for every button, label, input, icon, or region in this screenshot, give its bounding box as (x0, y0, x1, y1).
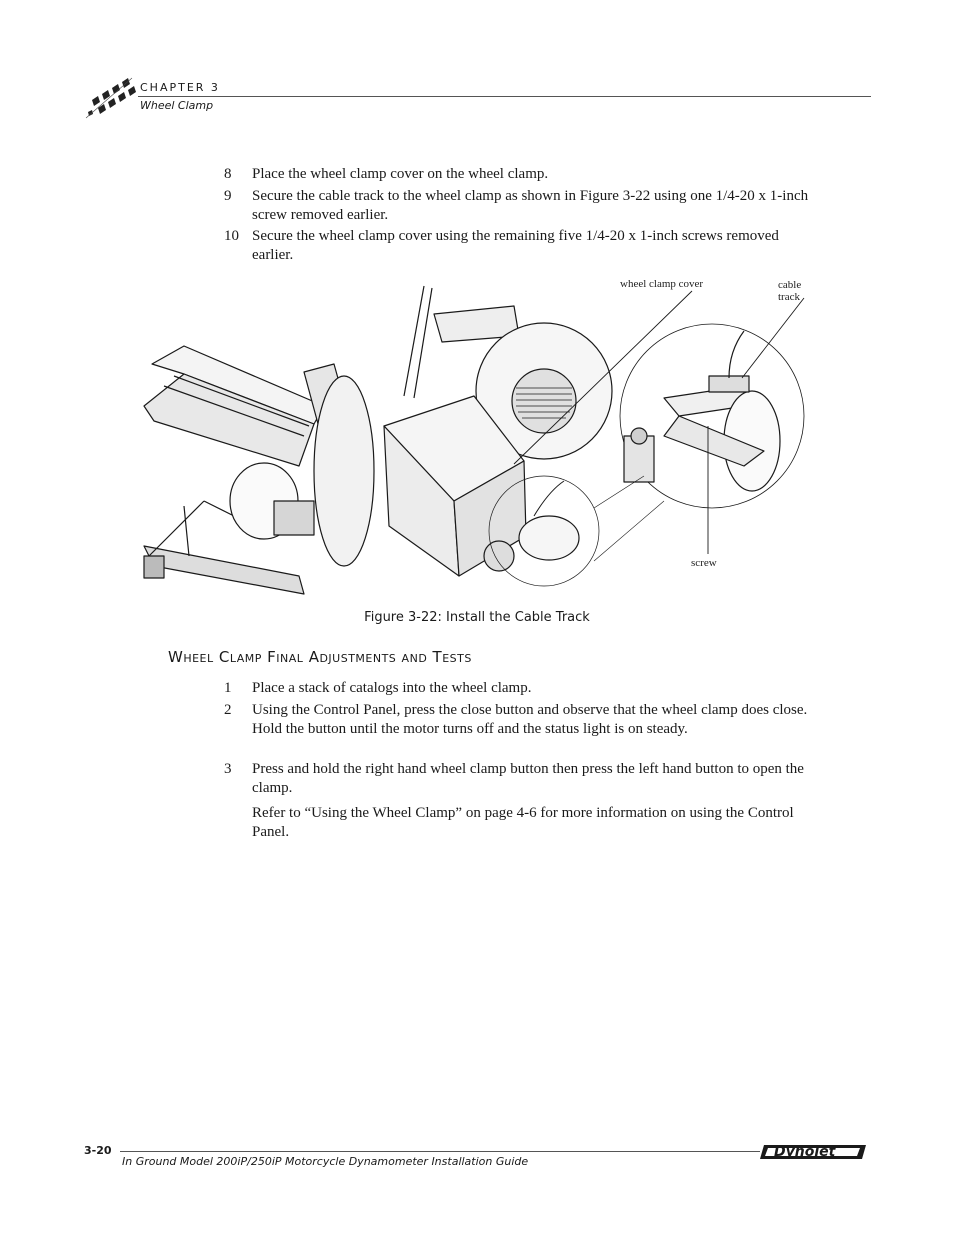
chapter-label: CHAPTER 3 (140, 81, 220, 94)
step-text: Secure the wheel clamp cover using the remaining five 1/4-20 x 1-inch screws removed earlier. (252, 228, 779, 263)
svg-text:Dynojet: Dynojet (774, 1144, 836, 1160)
callout-wheel-clamp-cover: wheel clamp cover (620, 278, 704, 290)
header-rule (138, 96, 871, 97)
step-text: Place the wheel clamp cover on the wheel clamp. (252, 166, 549, 182)
step-text: Place a stack of catalogs into the wheel clamp. (252, 680, 532, 696)
callout-cable-track: cable track (778, 279, 802, 303)
step-number: 3 (224, 761, 232, 777)
note-paragraph: Refer to “Using the Wheel Clamp” on page 4-6 for more information on using the Control Panel. (252, 805, 794, 840)
figure-cable-track (124, 276, 824, 600)
step-number: 9 (224, 188, 232, 204)
step-text: Secure the cable track to the wheel clamp as shown in Figure 3-22 using one 1/4-20 x 1-inch screw removed earlier. (252, 188, 809, 223)
wheel-clamp-illustration (124, 276, 824, 600)
page-number: 3-20 (84, 1144, 112, 1157)
figure-caption: Figure 3-22: Install the Cable Track (364, 610, 590, 625)
checkered-flag-icon (84, 76, 138, 120)
step-text: Using the Control Panel, press the close button and observe that the wheel clamp does close. Hold the button until the motor turns off and the status light is on steady. (252, 702, 808, 737)
document-title: In Ground Model 200iP/250iP Motorcycle Dynamometer Installation Guide (122, 1155, 529, 1168)
step-number: 1 (224, 680, 232, 696)
step-number: 2 (224, 702, 232, 718)
step-text: Press and hold the right hand wheel clamp button then press the left hand button to open the clamp. (252, 761, 804, 796)
footer-rule (120, 1151, 760, 1152)
section-heading: Wheel Clamp Final Adjustments and Tests (168, 648, 472, 666)
dynojet-logo (760, 1142, 868, 1162)
callout-screw: screw (691, 557, 717, 569)
step-number: 8 (224, 166, 232, 182)
section-label: Wheel Clamp (140, 99, 214, 112)
step-number: 10 (224, 228, 239, 244)
